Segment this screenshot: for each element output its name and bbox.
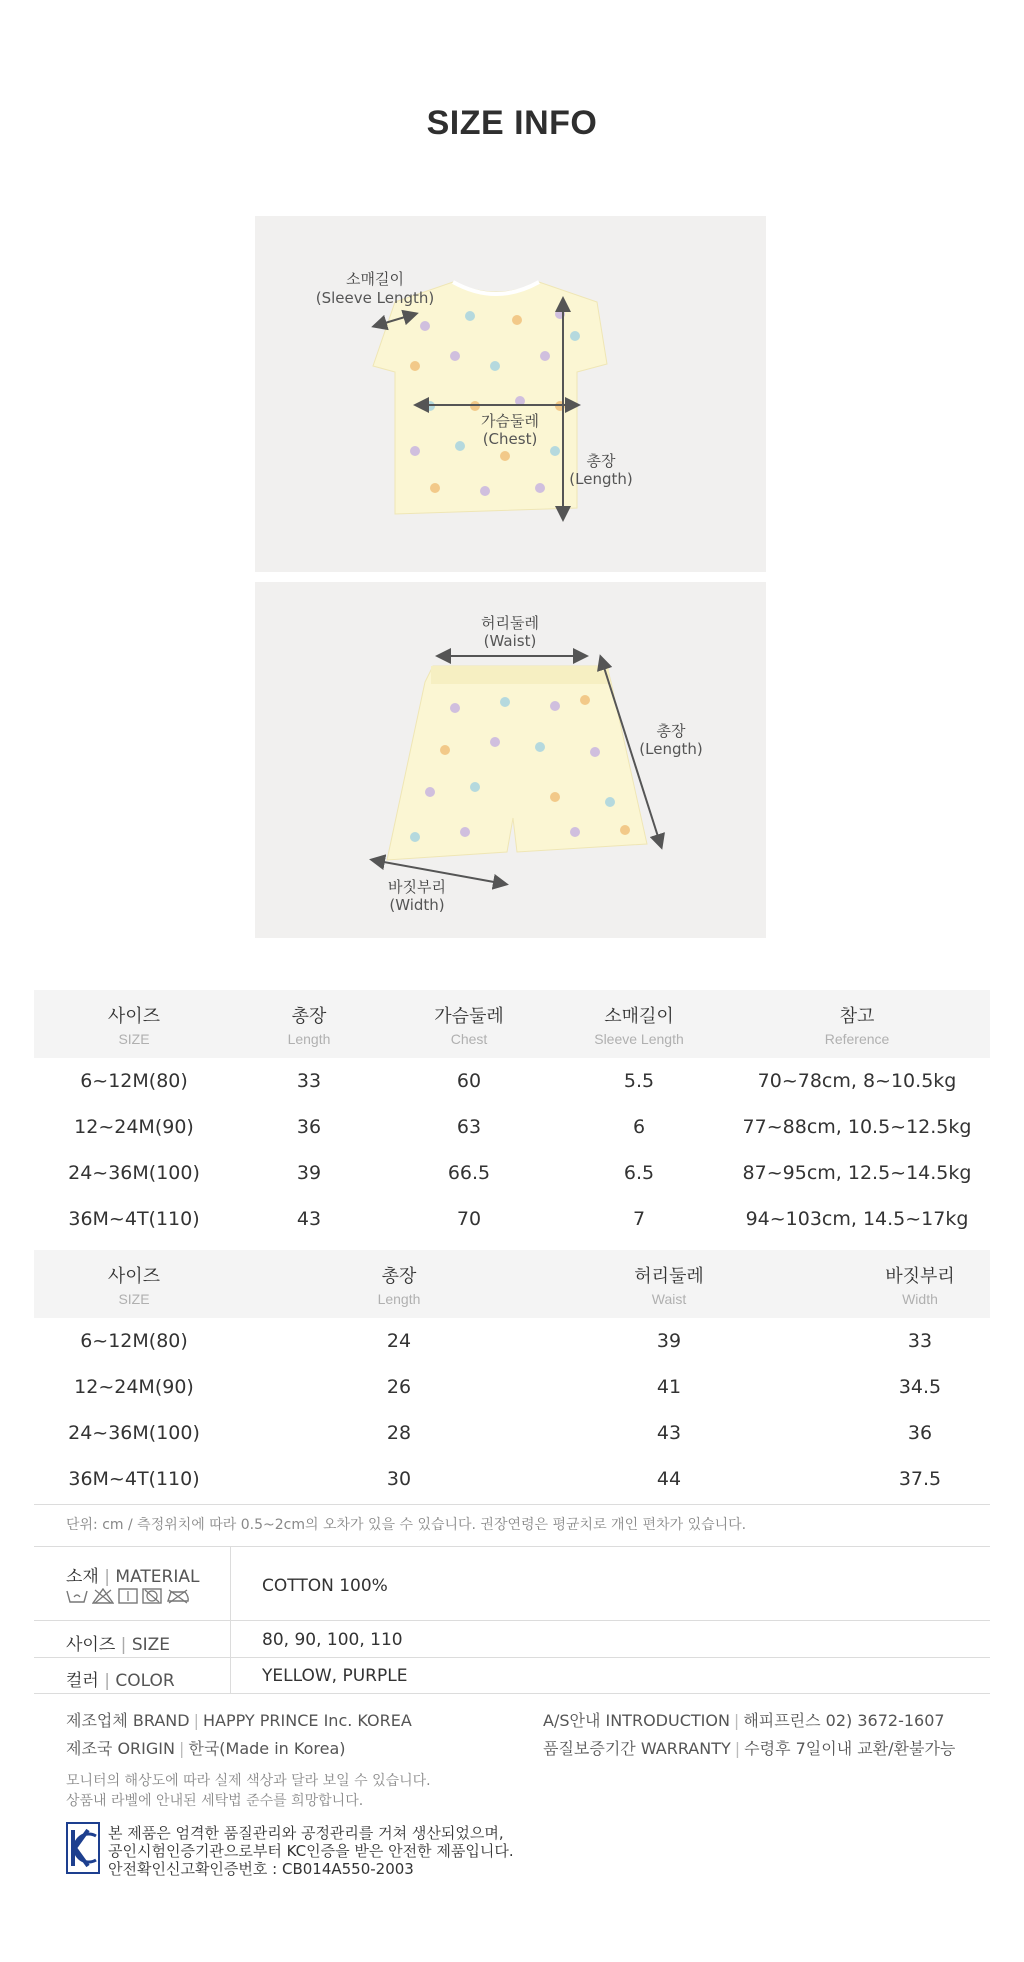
table-row: [34, 1456, 990, 1502]
width-label-ko: 바짓부리: [388, 878, 446, 896]
table-row: [34, 1058, 990, 1104]
table-cell: 36: [296, 1116, 322, 1138]
no-iron-icon: [166, 1588, 190, 1609]
sleeve-label-en: (Sleeve Length): [315, 289, 435, 307]
table-cell: 39: [656, 1330, 682, 1352]
table-row: [34, 1318, 990, 1364]
col-chest: 가슴둘레 Chest: [434, 1006, 504, 1047]
page-title: SIZE INFO: [426, 104, 598, 142]
material-label: 소재 | MATERIAL: [66, 1567, 200, 1587]
table-cell: 70~78cm, 8~10.5kg: [757, 1070, 957, 1092]
origin-info: 제조국 ORIGIN | 한국(Made in Korea): [66, 1739, 346, 1758]
tumble-dry-icon: [118, 1588, 138, 1609]
top-size-diagram: [255, 216, 766, 572]
table-cell: 5.5: [623, 1070, 655, 1092]
table-cell: 24: [386, 1330, 412, 1352]
sleeve-label-ko: 소매길이: [346, 270, 404, 288]
as-info: A/S안내 INTRODUCTION | 해피프린스 02) 3672-1607: [543, 1711, 945, 1730]
waist-label-ko: 허리둘레: [481, 614, 539, 632]
no-dryclean-icon: [142, 1588, 162, 1609]
kc-text-line-2: 공인시험인증기관으로부터 KC인증을 받은 안전한 제품입니다.: [108, 1842, 514, 1860]
table-cell: 36M~4T(110): [68, 1468, 200, 1490]
size-value: 80, 90, 100, 110: [262, 1630, 403, 1650]
table-cell: 24~36M(100): [68, 1162, 200, 1184]
table-cell: 39: [296, 1162, 322, 1184]
warranty-info: 품질보증기간 WARRANTY | 수령후 7일이내 교환/환불가능: [543, 1739, 956, 1758]
kc-certification-icon: [66, 1822, 100, 1874]
chest-label-en: (Chest): [482, 430, 538, 448]
monitor-notice: 모니터의 해상도에 따라 실제 색상과 달라 보일 수 있습니다.: [66, 1773, 431, 1789]
table-cell: 33: [907, 1330, 933, 1352]
table-cell: 7: [632, 1208, 646, 1230]
hand-wash-icon: [66, 1588, 88, 1609]
table-cell: 60: [456, 1070, 482, 1092]
table-cell: 12~24M(90): [74, 1376, 194, 1398]
shorts-diagram-svg: [255, 582, 766, 938]
table-cell: 30: [386, 1468, 412, 1490]
table-cell: 6: [632, 1116, 646, 1138]
top-length-label-ko: 총장: [586, 452, 616, 470]
table-cell: 6~12M(80): [80, 1070, 188, 1092]
table-cell: 37.5: [898, 1468, 942, 1490]
kc-text-line-1: 본 제품은 엄격한 품질관리와 공정관리를 거쳐 생산되었으며,: [108, 1824, 504, 1842]
table-row: [34, 1364, 990, 1410]
table-cell: 87~95cm, 12.5~14.5kg: [742, 1162, 972, 1184]
table-row: [34, 1104, 990, 1150]
table-cell: 43: [296, 1208, 322, 1230]
table-cell: 63: [456, 1116, 482, 1138]
chest-label-ko: 가슴둘레: [481, 412, 539, 430]
kc-cert-number: 안전확인신고확인증번호 : CB014A550-2003: [108, 1860, 414, 1878]
table-cell: 26: [386, 1376, 412, 1398]
no-bleach-icon: [92, 1588, 114, 1609]
table-row: [34, 1410, 990, 1456]
color-label: 컬러 | COLOR: [66, 1671, 175, 1691]
top-length-label-en: (Length): [569, 470, 633, 488]
tshirt-diagram-svg: [255, 216, 766, 572]
col-length: 총장 Length: [377, 1266, 421, 1307]
table-cell: 94~103cm, 14.5~17kg: [745, 1208, 969, 1230]
table-cell: 70: [456, 1208, 482, 1230]
waist-label-en: (Waist): [483, 632, 537, 650]
col-sleeve: 소매길이 Sleeve Length: [594, 1006, 684, 1047]
table-cell: 33: [296, 1070, 322, 1092]
table-cell: 36: [907, 1422, 933, 1444]
table-header-row: [34, 1250, 990, 1318]
width-label-en: (Width): [389, 896, 445, 914]
table-cell: 6~12M(80): [80, 1330, 188, 1352]
table-cell: 24~36M(100): [68, 1422, 200, 1444]
measurement-note: 단위: cm / 측정위치에 따라 0.5~2cm의 오차가 있을 수 있습니다. 권장연령은 평균치로 개인 편차가 있습니다.: [66, 1517, 747, 1533]
table-cell: 44: [656, 1468, 682, 1490]
table-cell: 28: [386, 1422, 412, 1444]
col-length: 총장 Length: [287, 1006, 331, 1047]
col-width: 바짓부리 Width: [885, 1266, 955, 1307]
table-row: [34, 1196, 990, 1242]
col-reference: 참고 Reference: [824, 1006, 890, 1047]
table-cell: 6.5: [623, 1162, 655, 1184]
table-cell: 77~88cm, 10.5~12.5kg: [742, 1116, 972, 1138]
brand-info: 제조업체 BRAND | HAPPY PRINCE Inc. KOREA: [66, 1711, 412, 1730]
table-cell: 41: [656, 1376, 682, 1398]
laundry-notice: 상품내 라벨에 안내된 세탁법 준수를 희망합니다.: [66, 1793, 364, 1809]
size-label: 사이즈 | SIZE: [66, 1635, 171, 1655]
care-icons: [66, 1588, 190, 1609]
table-cell: 66.5: [447, 1162, 491, 1184]
table-cell: 36M~4T(110): [68, 1208, 200, 1230]
col-size: 사이즈 SIZE: [107, 1266, 161, 1307]
table-header-row: [34, 990, 990, 1058]
color-value: YELLOW, PURPLE: [262, 1666, 408, 1686]
col-size: 사이즈 SIZE: [107, 1006, 161, 1047]
table-row: [34, 1150, 990, 1196]
table-cell: 12~24M(90): [74, 1116, 194, 1138]
shorts-shape: [387, 666, 647, 860]
table-cell: 43: [656, 1422, 682, 1444]
bottom-length-label-en: (Length): [639, 740, 703, 758]
bottom-length-label-ko: 총장: [656, 722, 686, 740]
bottom-size-diagram: [255, 582, 766, 938]
top-size-table: [34, 990, 990, 1242]
material-value: COTTON 100%: [262, 1576, 388, 1596]
bottom-size-table: [34, 1250, 990, 1502]
table-cell: 34.5: [898, 1376, 942, 1398]
col-waist: 허리둘레 Waist: [634, 1266, 704, 1307]
